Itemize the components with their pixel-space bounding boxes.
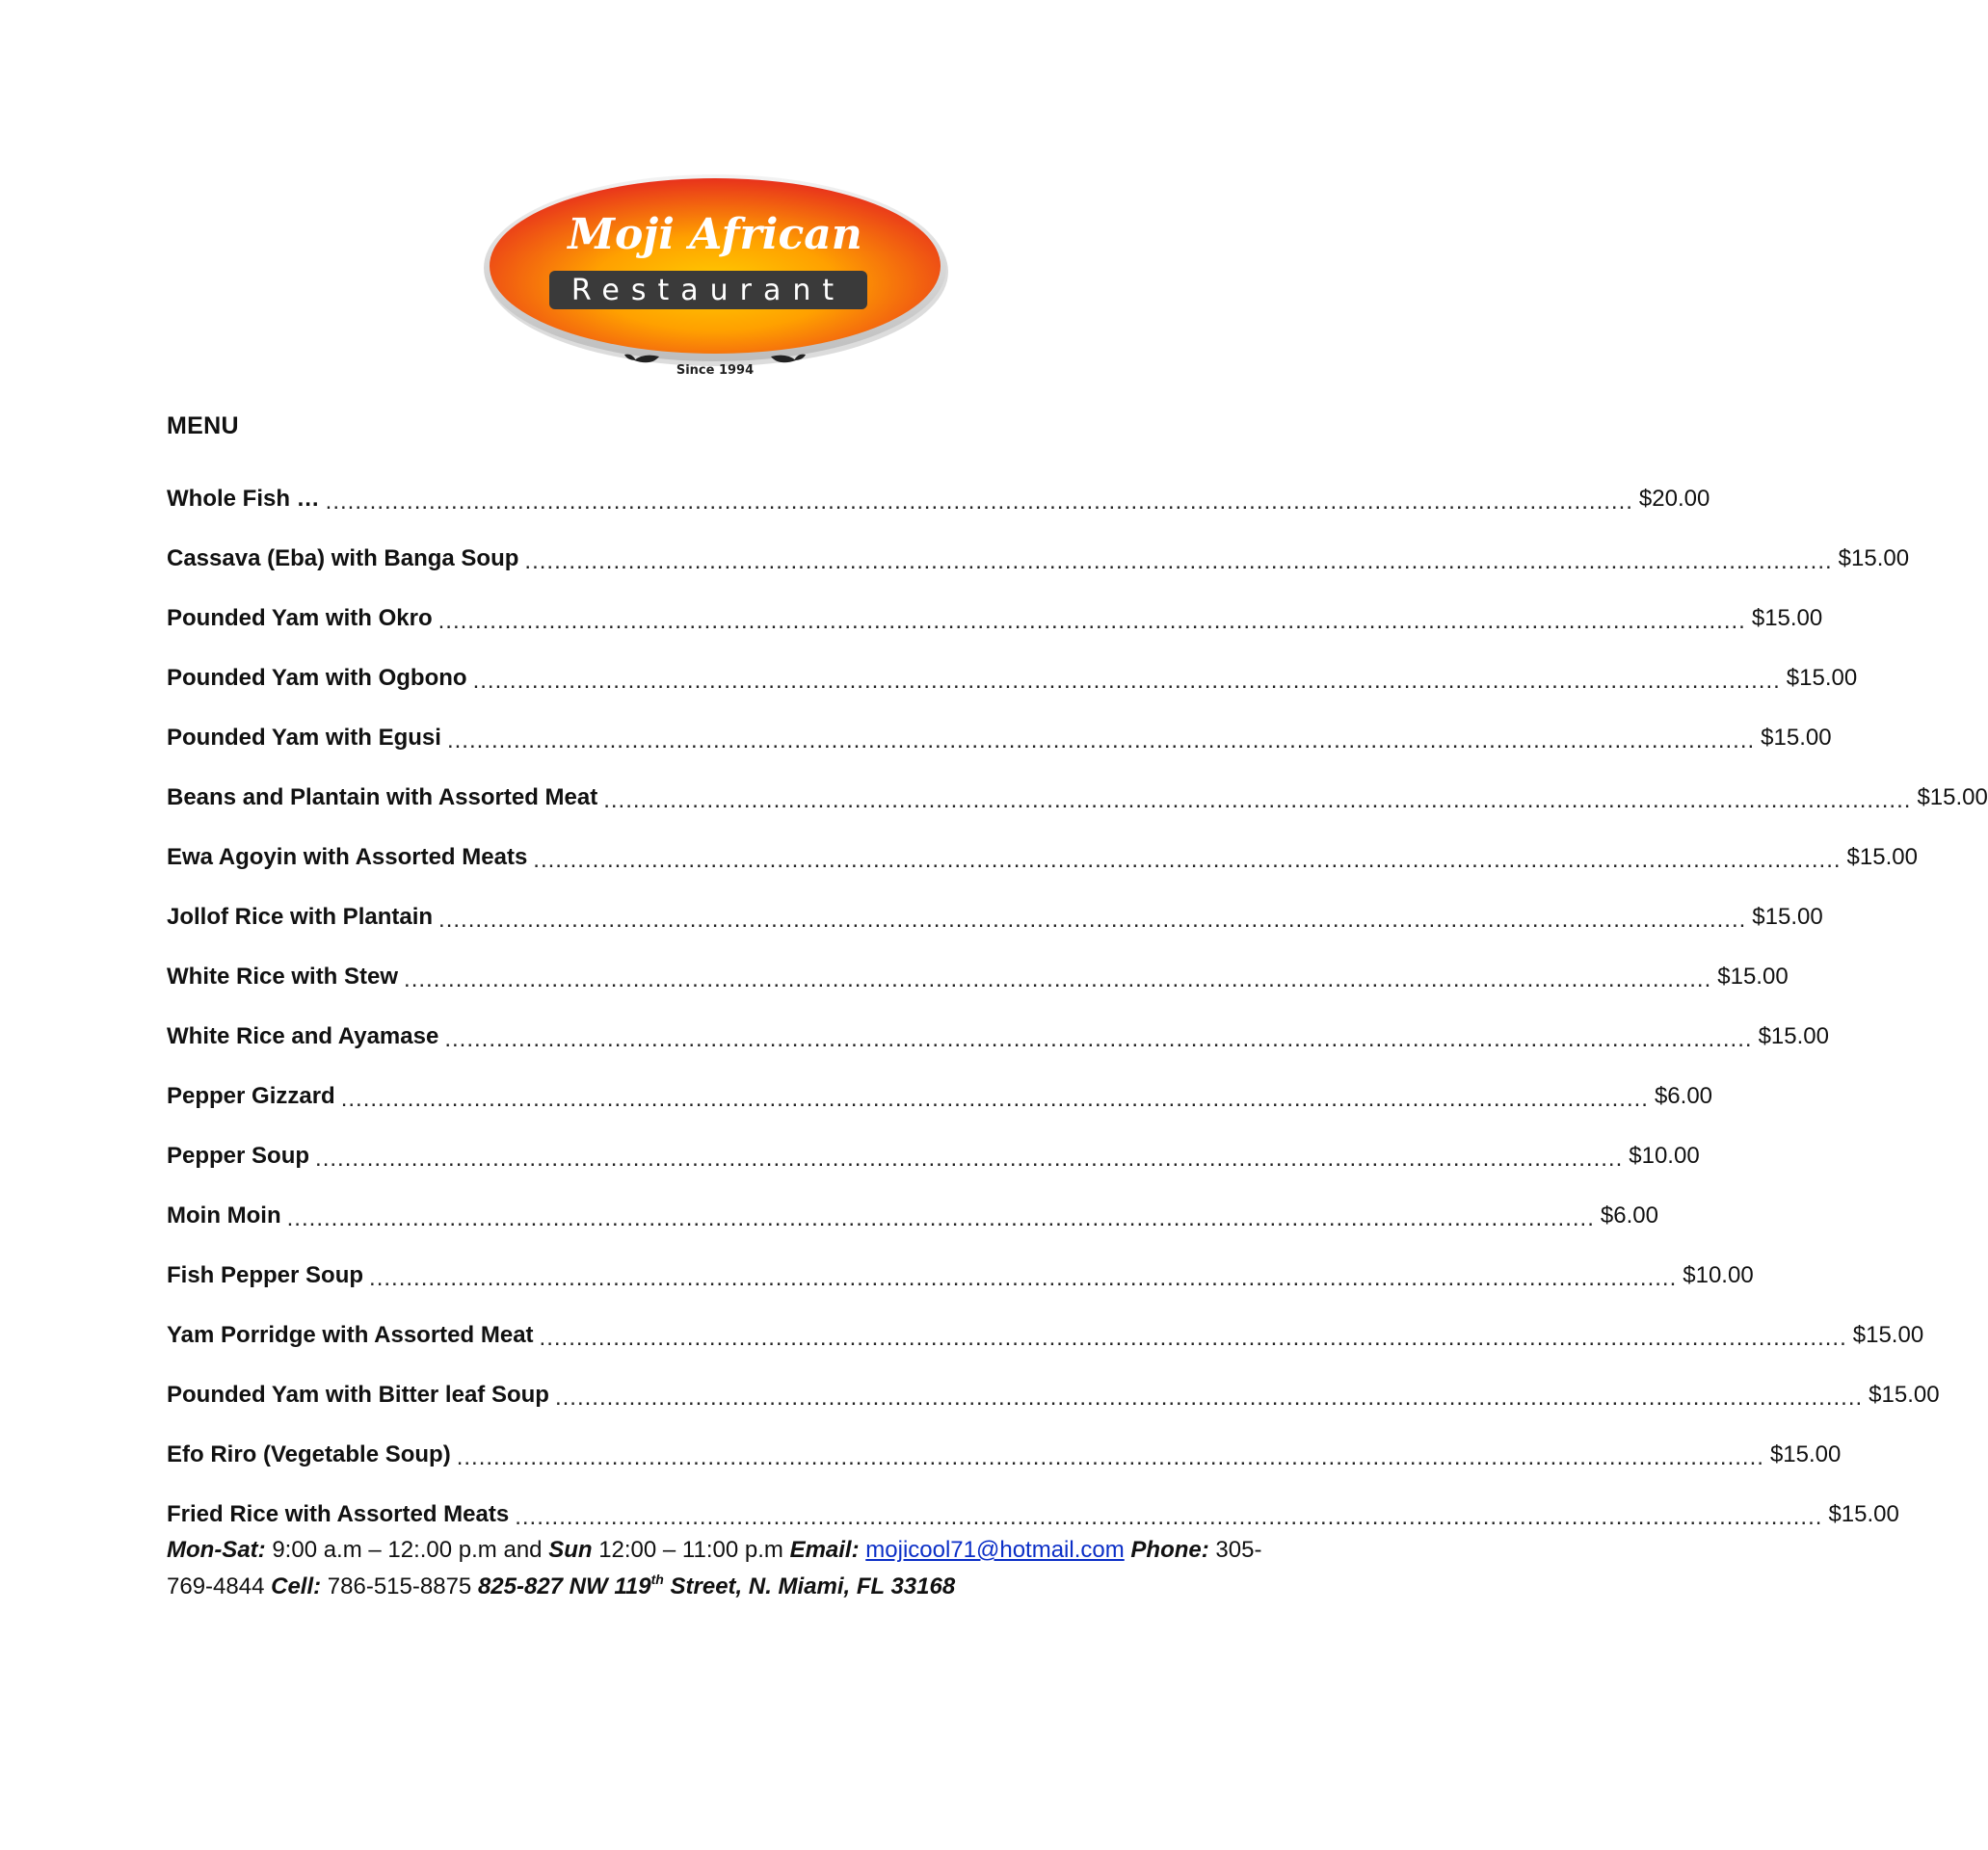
menu-item-name: Yam Porridge with Assorted Meat [167, 1322, 534, 1348]
menu-item-price: $15.00 [1846, 844, 1918, 870]
menu-item-name: Whole Fish … [167, 486, 320, 512]
menu-item-name: Cassava (Eba) with Banga Soup [167, 545, 519, 571]
menu-item-price: $6.00 [1600, 1202, 1658, 1229]
menu-item [167, 1365, 1940, 1425]
dot-leader: ................................................................................................................................................................................. [524, 548, 1833, 574]
menu-item-name: White Rice with Stew [167, 964, 399, 990]
menu-item [167, 1126, 1700, 1186]
menu-item-name: Pepper Soup [167, 1143, 310, 1169]
menu-list [167, 469, 1988, 1545]
menu-item [167, 1246, 1754, 1306]
menu-item-price: $15.00 [1769, 1441, 1842, 1467]
hours-text: 9:00 a.m – 12:.00 p.m and [272, 1537, 543, 1563]
dot-leader: ................................................................................................................................................................................. [603, 787, 1912, 813]
menu-item-price: $10.00 [1683, 1262, 1754, 1288]
menu-item [167, 768, 1988, 828]
menu-item [167, 947, 1789, 1007]
sunday-label: Sun [548, 1537, 593, 1563]
contact-footer [167, 1532, 1265, 1605]
dot-leader: ................................................................................................................................................................................. [539, 1325, 1847, 1351]
dot-leader: ................................................................................................................................................................................. [315, 1146, 1624, 1172]
dot-leader: ................................................................................................................................................................................. [325, 489, 1633, 515]
menu-item-name: Ewa Agoyin with Assorted Meats [167, 844, 528, 870]
email-link[interactable]: mojicool71@hotmail.com [865, 1537, 1125, 1563]
phone-label: Phone: [1130, 1537, 1209, 1563]
menu-item-name: White Rice and Ayamase [167, 1023, 439, 1049]
menu-item [167, 469, 1710, 529]
menu-item-price: $10.00 [1629, 1143, 1700, 1169]
menu-item [167, 1007, 1829, 1067]
dot-leader: ................................................................................................................................................................................. [437, 608, 1746, 634]
menu-item-name: Pounded Yam with Egusi [167, 725, 441, 751]
hours-label: Mon-Sat: [167, 1537, 266, 1563]
menu-item-name: Pepper Gizzard [167, 1083, 335, 1109]
dot-leader: ................................................................................................................................................................................. [515, 1504, 1823, 1530]
menu-item-price: $15.00 [1852, 1322, 1924, 1348]
menu-item-name: Fried Rice with Assorted Meats [167, 1501, 510, 1527]
menu-item-price: $6.00 [1654, 1083, 1713, 1109]
menu-item [167, 529, 1910, 589]
menu-item [167, 648, 1858, 708]
menu-item-name: Beans and Plantain with Assorted Meat [167, 784, 598, 810]
logo-since: Since 1994 [676, 363, 755, 378]
dot-leader: ................................................................................................................................................................................. [404, 966, 1712, 992]
menu-item-price: $15.00 [1717, 964, 1789, 990]
logo-brand-name: Moji African [568, 210, 862, 259]
menu-item-name: Fish Pepper Soup [167, 1262, 364, 1288]
menu-item-name: Pounded Yam with Okro [167, 605, 433, 631]
menu-item [167, 1425, 1842, 1485]
menu-item [167, 708, 1832, 768]
dot-leader: ................................................................................................................................................................................. [554, 1385, 1864, 1411]
address-ordinal-suffix: th [650, 1572, 664, 1587]
menu-item-price: $15.00 [1869, 1382, 1940, 1408]
address-end: Street, N. Miami, FL 33168 [670, 1573, 956, 1599]
dot-leader: ................................................................................................................................................................................. [444, 1026, 1753, 1052]
logo-oval [490, 178, 941, 354]
menu-item [167, 1067, 1713, 1126]
menu-item-price: $15.00 [1752, 904, 1823, 930]
dot-leader: ................................................................................................................................................................................. [456, 1444, 1764, 1470]
menu-item-name: Efo Riro (Vegetable Soup) [167, 1441, 451, 1467]
menu-item-price: $15.00 [1828, 1501, 1899, 1527]
cell-label: Cell: [271, 1573, 322, 1599]
dot-leader: ................................................................................................................................................................................. [369, 1265, 1678, 1291]
dot-leader: ................................................................................................................................................................................. [533, 847, 1842, 873]
menu-item-price: $20.00 [1638, 486, 1710, 512]
menu-item-price: $15.00 [1758, 1023, 1829, 1049]
menu-item-name: Pounded Yam with Bitter leaf Soup [167, 1382, 549, 1408]
restaurant-logo [480, 172, 950, 389]
menu-item-price: $15.00 [1917, 784, 1988, 810]
sunday-hours: 12:00 – 11:00 p.m [598, 1537, 783, 1563]
menu-item-name: Jollof Rice with Plantain [167, 904, 434, 930]
address-start: 825-827 NW 119 [477, 1573, 651, 1599]
menu-item-price: $15.00 [1786, 665, 1858, 691]
menu-item-price: $15.00 [1838, 545, 1910, 571]
menu-item-price: $15.00 [1751, 605, 1823, 631]
logo-subtitle: Restaurant [570, 274, 846, 307]
menu-item [167, 828, 1918, 887]
dot-leader: ................................................................................................................................................................................. [340, 1086, 1649, 1112]
dot-leader: ................................................................................................................................................................................. [438, 907, 1747, 933]
email-label: Email: [789, 1537, 860, 1563]
menu-item-price: $15.00 [1761, 725, 1832, 751]
menu-heading: MENU [167, 412, 239, 439]
cell-number: 786-515-8875 [327, 1573, 472, 1599]
menu-item [167, 589, 1823, 648]
menu-item-name: Moin Moin [167, 1202, 281, 1229]
menu-item [167, 887, 1823, 947]
phone-number: 305-769-4844 [167, 1537, 1262, 1599]
menu-item [167, 1186, 1658, 1246]
menu-item [167, 1306, 1924, 1365]
dot-leader: ................................................................................................................................................................................. [472, 668, 1781, 694]
dot-leader: ................................................................................................................................................................................. [446, 727, 1756, 753]
dot-leader: ................................................................................................................................................................................. [286, 1205, 1595, 1231]
menu-item-name: Pounded Yam with Ogbono [167, 665, 467, 691]
